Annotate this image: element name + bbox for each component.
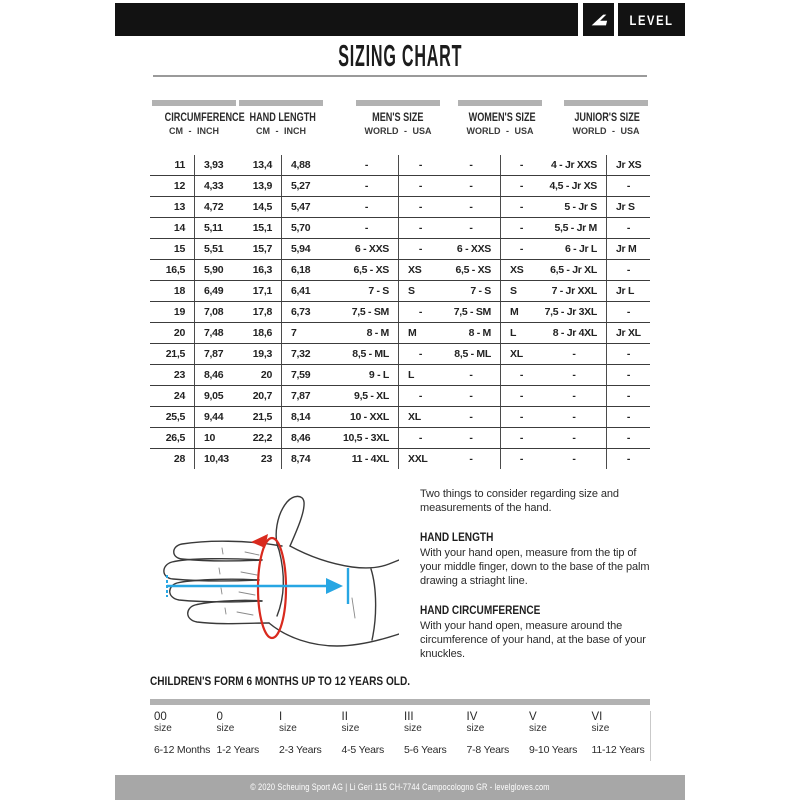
- column-group-mens-size: [356, 100, 440, 136]
- sizing-table-cell: 6 - XXS: [456, 243, 491, 255]
- page-title: SIZING CHART: [338, 38, 462, 73]
- sizing-table-cell: 21,5: [252, 411, 272, 423]
- hand-circumference-text: With your hand open, measure around the circumference of your hand, at the base of your knuckles.: [420, 620, 646, 660]
- sizing-table-row: [150, 323, 650, 344]
- children-size-code: II: [341, 711, 348, 723]
- group-units: WORLD - USA: [364, 126, 432, 136]
- hand-measurement-illustration: [127, 488, 399, 668]
- sizing-table-cell: -: [469, 411, 473, 423]
- sizing-table-cell: -: [500, 197, 542, 217]
- sizing-table-cell: 26,5: [165, 432, 185, 444]
- sizing-table-cell: L: [500, 323, 542, 343]
- sizing-table-cell: 23: [260, 453, 272, 465]
- sizing-table-row: [150, 386, 650, 407]
- top-brand-bar: [115, 3, 685, 36]
- level-mark-icon: [583, 3, 614, 36]
- sizing-table-cell: -: [398, 428, 442, 448]
- sizing-table-cell: -: [500, 218, 542, 238]
- children-size-column: [588, 711, 651, 761]
- sizing-table-cell: 8,5 - ML: [454, 348, 491, 360]
- sizing-table-cell: -: [500, 155, 542, 175]
- children-size-label: size: [279, 723, 297, 734]
- sizing-table-cell: 8,46: [281, 428, 335, 448]
- sizing-table-cell: -: [364, 222, 369, 234]
- sizing-table: [150, 155, 650, 470]
- sizing-table-cell: -: [398, 386, 442, 406]
- children-age-range: 4-5 Years: [341, 744, 385, 756]
- sizing-table-cell: -: [469, 159, 473, 171]
- sizing-table-cell: -: [469, 432, 473, 444]
- sizing-table-row: [150, 428, 650, 449]
- sizing-table-cell: Jr S: [606, 197, 650, 217]
- sizing-table-cell: 7,87: [281, 386, 335, 406]
- sizing-table-cell: -: [500, 176, 542, 196]
- sizing-table-cell: -: [364, 201, 369, 213]
- sizing-table-cell: -: [500, 449, 542, 469]
- children-table-top-bar: [150, 699, 650, 705]
- sizing-table-cell: Jr XL: [606, 323, 650, 343]
- sizing-table-cell: -: [398, 155, 442, 175]
- sizing-table-cell: -: [606, 449, 650, 469]
- children-size-code: V: [529, 711, 537, 723]
- children-size-label: size: [591, 723, 610, 734]
- sizing-table-cell: 15,7: [252, 243, 272, 255]
- sizing-table-cell: 25,5: [165, 411, 185, 423]
- sizing-table-row: [150, 239, 650, 260]
- sizing-table-cell: 7 - S: [368, 285, 389, 297]
- hand-length-heading: HAND LENGTH: [420, 530, 494, 544]
- sizing-table-cell: 5,47: [281, 197, 335, 217]
- sizing-table-cell: -: [469, 369, 473, 381]
- sizing-table-cell: -: [469, 390, 473, 402]
- sizing-table-cell: 7 - Jr XXL: [551, 285, 597, 297]
- sizing-table-cell: 5,90: [194, 260, 240, 280]
- sizing-table-cell: -: [606, 386, 650, 406]
- sizing-table-cell: -: [500, 239, 542, 259]
- children-size-label: size: [529, 723, 547, 734]
- sizing-table-cell: 6 - Jr L: [564, 243, 597, 255]
- sizing-table-cell: 7,5 - SM: [351, 306, 389, 318]
- children-size-code: IV: [466, 711, 478, 723]
- sizing-table-cell: -: [398, 239, 442, 259]
- sizing-table-cell: 6,41: [281, 281, 335, 301]
- sizing-table-cell: 10: [194, 428, 240, 448]
- sizing-table-cell: -: [500, 365, 542, 385]
- sizing-table-cell: -: [606, 302, 650, 322]
- sizing-table-cell: -: [572, 432, 576, 444]
- header-bar: [152, 100, 236, 106]
- sizing-table-cell: 5,94: [281, 239, 335, 259]
- sizing-table-row: [150, 365, 650, 386]
- children-age-range: 1-2 Years: [216, 744, 260, 756]
- sizing-table-cell: 22,2: [252, 432, 272, 444]
- sizing-table-cell: 5,70: [281, 218, 335, 238]
- group-title: CIRCUMFERENCE: [164, 110, 245, 124]
- footer-bar: [115, 775, 685, 800]
- sizing-table-header: [150, 100, 650, 145]
- sizing-table-cell: 6 - XXS: [354, 243, 389, 255]
- children-age-range: 5-6 Years: [404, 744, 447, 756]
- level-logo-wordmark: [618, 3, 685, 36]
- children-section-heading: CHILDREN'S FORM 6 MONTHS UP TO 12 YEARS OLD.: [150, 674, 411, 688]
- content-area: [115, 0, 685, 800]
- sizing-table-cell: 8 - M: [468, 327, 491, 339]
- header-bar: [458, 100, 542, 106]
- sizing-table-cell: -: [606, 344, 650, 364]
- sizing-table-cell: 5 - Jr S: [564, 201, 597, 213]
- children-size-code: 0: [216, 711, 223, 723]
- sizing-table-cell: 24: [173, 390, 185, 402]
- sizing-table-cell: 5,27: [281, 176, 335, 196]
- sizing-table-cell: -: [572, 390, 576, 402]
- sizing-table-cell: -: [469, 222, 473, 234]
- sizing-table-cell: 13: [173, 201, 185, 213]
- brand-name: LEVEL: [629, 11, 674, 28]
- sizing-table-cell: M: [500, 302, 542, 322]
- sizing-table-cell: -: [398, 218, 442, 238]
- sizing-table-cell: 20,7: [252, 390, 272, 402]
- sizing-table-cell: -: [364, 180, 369, 192]
- group-units: WORLD - USA: [466, 126, 534, 136]
- sizing-table-cell: 7 - S: [470, 285, 491, 297]
- sizing-table-cell: 4,88: [281, 155, 335, 175]
- sizing-table-cell: L: [398, 365, 442, 385]
- group-title: JUNIOR'S SIZE: [574, 110, 640, 124]
- sizing-table-cell: 7: [281, 323, 335, 343]
- sizing-table-cell: 6,5 - XS: [455, 264, 491, 276]
- sizing-table-cell: -: [606, 365, 650, 385]
- measurement-notes: [420, 487, 652, 661]
- sizing-table-cell: XL: [500, 344, 542, 364]
- sizing-table-cell: 9,05: [194, 386, 240, 406]
- column-group-hand-length: [239, 100, 323, 136]
- sizing-table-cell: 9 - L: [368, 369, 389, 381]
- sizing-table-cell: 23: [173, 369, 185, 381]
- sizing-table-cell: 16,5: [165, 264, 185, 276]
- sizing-table-cell: 7,87: [194, 344, 240, 364]
- group-units: WORLD - USA: [572, 126, 640, 136]
- sizing-table-cell: 18,6: [252, 327, 272, 339]
- sizing-table-cell: 6,5 - XS: [353, 264, 389, 276]
- sizing-table-row: [150, 218, 650, 239]
- sizing-table-cell: M: [398, 323, 442, 343]
- sizing-table-cell: 13,4: [252, 159, 272, 171]
- sizing-table-row: [150, 344, 650, 365]
- children-size-code: 00: [154, 711, 167, 723]
- sizing-table-cell: XS: [500, 260, 542, 280]
- children-size-column: [275, 711, 338, 761]
- sizing-table-cell: 4,5 - Jr XS: [549, 180, 597, 192]
- sizing-table-cell: 8,74: [281, 449, 335, 469]
- sizing-table-cell: 4,72: [194, 197, 240, 217]
- sizing-table-cell: XS: [398, 260, 442, 280]
- sizing-table-cell: -: [606, 428, 650, 448]
- children-size-label: size: [154, 723, 172, 734]
- sizing-table-cell: 11 - 4XL: [351, 453, 389, 465]
- sizing-table-cell: 4,33: [194, 176, 240, 196]
- sizing-table-cell: 4 - Jr XXS: [550, 159, 597, 171]
- sizing-table-cell: 7,32: [281, 344, 335, 364]
- brand-bar-stripe: [115, 3, 578, 36]
- footer-text: © 2020 Scheuing Sport AG | Li Geri 115 CH-7744 Campocologno GR - levelgloves.com: [250, 782, 550, 793]
- sizing-table-cell: -: [572, 453, 576, 465]
- sizing-table-cell: 15,1: [252, 222, 272, 234]
- sizing-table-cell: XL: [398, 407, 442, 427]
- sizing-table-row: [150, 302, 650, 323]
- sizing-table-cell: 5,51: [194, 239, 240, 259]
- sizing-table-cell: 8,46: [194, 365, 240, 385]
- children-size-label: size: [404, 723, 422, 734]
- children-age-range: 2-3 Years: [279, 744, 322, 756]
- sizing-table-cell: 14,5: [252, 201, 272, 213]
- sizing-table-cell: -: [500, 386, 542, 406]
- sizing-table-cell: 7,48: [194, 323, 240, 343]
- sizing-table-cell: S: [500, 281, 542, 301]
- sizing-table-cell: -: [398, 344, 442, 364]
- sizing-table-row: [150, 281, 650, 302]
- group-title: HAND LENGTH: [249, 110, 316, 124]
- sizing-table-cell: 17,8: [252, 306, 272, 318]
- sizing-table-cell: 10 - XXL: [349, 411, 389, 423]
- sizing-table-cell: S: [398, 281, 442, 301]
- sizing-table-cell: 7,5 - Jr 3XL: [544, 306, 597, 318]
- sizing-table-row: [150, 197, 650, 218]
- sizing-table-cell: -: [572, 411, 576, 423]
- children-size-label: size: [341, 723, 360, 734]
- sizing-table-row: [150, 449, 650, 470]
- header-bar: [239, 100, 323, 106]
- title-divider: [153, 75, 647, 77]
- sizing-table-cell: -: [469, 201, 473, 213]
- sizing-table-cell: 7,08: [194, 302, 240, 322]
- sizing-table-cell: 20: [260, 369, 272, 381]
- sizing-table-cell: 5,5 - Jr M: [554, 222, 597, 234]
- sizing-table-cell: -: [398, 176, 442, 196]
- sizing-table-cell: 13,9: [252, 180, 272, 192]
- group-title: WOMEN'S SIZE: [468, 110, 536, 124]
- children-sizes-table: [150, 711, 651, 761]
- sizing-table-cell: 18: [173, 285, 185, 297]
- sizing-table-row: [150, 155, 650, 176]
- sizing-table-cell: -: [364, 159, 369, 171]
- sizing-table-cell: -: [500, 407, 542, 427]
- children-age-range: 6-12 Months: [154, 744, 211, 756]
- sizing-table-cell: -: [606, 218, 650, 238]
- sizing-table-row: [150, 407, 650, 428]
- sizing-table-cell: -: [500, 428, 542, 448]
- sizing-table-cell: 9,5 - XL: [354, 390, 389, 402]
- sizing-table-cell: 6,49: [194, 281, 240, 301]
- sizing-table-row: [150, 176, 650, 197]
- children-size-column: [150, 711, 213, 761]
- sizing-table-cell: 11: [174, 159, 185, 171]
- children-age-range: 11-12 Years: [591, 744, 645, 756]
- children-size-column: [463, 711, 526, 761]
- sizing-table-cell: Jr XS: [606, 155, 650, 175]
- sizing-table-cell: 9,44: [194, 407, 240, 427]
- hand-circumference-heading: HAND CIRCUMFERENCE: [420, 603, 541, 617]
- sizing-table-cell: 7,59: [281, 365, 335, 385]
- children-size-code: III: [404, 711, 414, 723]
- sizing-table-cell: -: [606, 176, 650, 196]
- sizing-table-cell: -: [572, 369, 576, 381]
- children-size-column: [213, 711, 276, 761]
- sizing-table-cell: 8 - M: [366, 327, 389, 339]
- sizing-table-cell: 8,14: [281, 407, 335, 427]
- notes-intro: Two things to consider regarding size and measurements of the hand.: [420, 488, 619, 514]
- children-size-label: size: [216, 723, 235, 734]
- sizing-table-cell: -: [398, 302, 442, 322]
- sizing-table-cell: -: [606, 407, 650, 427]
- sizing-table-cell: -: [469, 180, 473, 192]
- sizing-table-cell: 3,93: [194, 155, 240, 175]
- header-bar: [356, 100, 440, 106]
- children-size-label: size: [466, 723, 485, 734]
- children-size-code: VI: [591, 711, 603, 723]
- sizing-table-cell: 5,11: [194, 218, 240, 238]
- children-size-column: [525, 711, 588, 761]
- sizing-table-cell: -: [398, 197, 442, 217]
- sizing-table-cell: 6,18: [281, 260, 335, 280]
- sizing-table-cell: -: [572, 348, 576, 360]
- group-units: CM - INCH: [169, 126, 219, 136]
- children-age-range: 9-10 Years: [529, 744, 578, 756]
- sizing-table-cell: 8 - Jr 4XL: [552, 327, 597, 339]
- sizing-table-cell: Jr M: [606, 239, 650, 259]
- group-title: MEN'S SIZE: [372, 110, 424, 124]
- sizing-table-cell: 15: [173, 243, 185, 255]
- sizing-table-cell: 10,5 - 3XL: [342, 432, 389, 444]
- children-age-range: 7-8 Years: [466, 744, 510, 756]
- sizing-table-cell: 7,5 - SM: [453, 306, 491, 318]
- sizing-table-cell: 17,1: [252, 285, 272, 297]
- sizing-table-cell: 20: [173, 327, 185, 339]
- sizing-table-row: [150, 260, 650, 281]
- children-size-column: [400, 711, 463, 761]
- sizing-table-cell: -: [606, 260, 650, 280]
- sizing-table-cell: 10,43: [194, 449, 240, 469]
- sizing-table-cell: 19: [173, 306, 185, 318]
- column-group-womens-size: [458, 100, 542, 136]
- sizing-table-cell: Jr L: [606, 281, 650, 301]
- sizing-table-cell: 12: [173, 180, 185, 192]
- column-group-juniors-size: [564, 100, 648, 136]
- children-size-column: [338, 711, 401, 761]
- sizing-table-cell: XXL: [398, 449, 442, 469]
- sizing-table-cell: -: [469, 453, 473, 465]
- sizing-table-cell: 6,5 - Jr XL: [550, 264, 597, 276]
- sizing-table-cell: 16,3: [252, 264, 272, 276]
- group-units: CM - INCH: [256, 126, 306, 136]
- sizing-table-cell: 28: [173, 453, 185, 465]
- sizing-table-cell: 8,5 - ML: [352, 348, 389, 360]
- sizing-table-cell: 14: [173, 222, 185, 234]
- header-bar: [564, 100, 648, 106]
- sizing-table-cell: 6,73: [281, 302, 335, 322]
- column-group-circumference: [152, 100, 245, 136]
- children-size-code: I: [279, 711, 283, 723]
- sizing-table-cell: 21,5: [165, 348, 185, 360]
- hand-length-text: With your hand open, measure from the tip of your middle finger, down to the base of the palm drawing a striaght line.: [420, 547, 650, 587]
- sizing-table-cell: 19,3: [252, 348, 272, 360]
